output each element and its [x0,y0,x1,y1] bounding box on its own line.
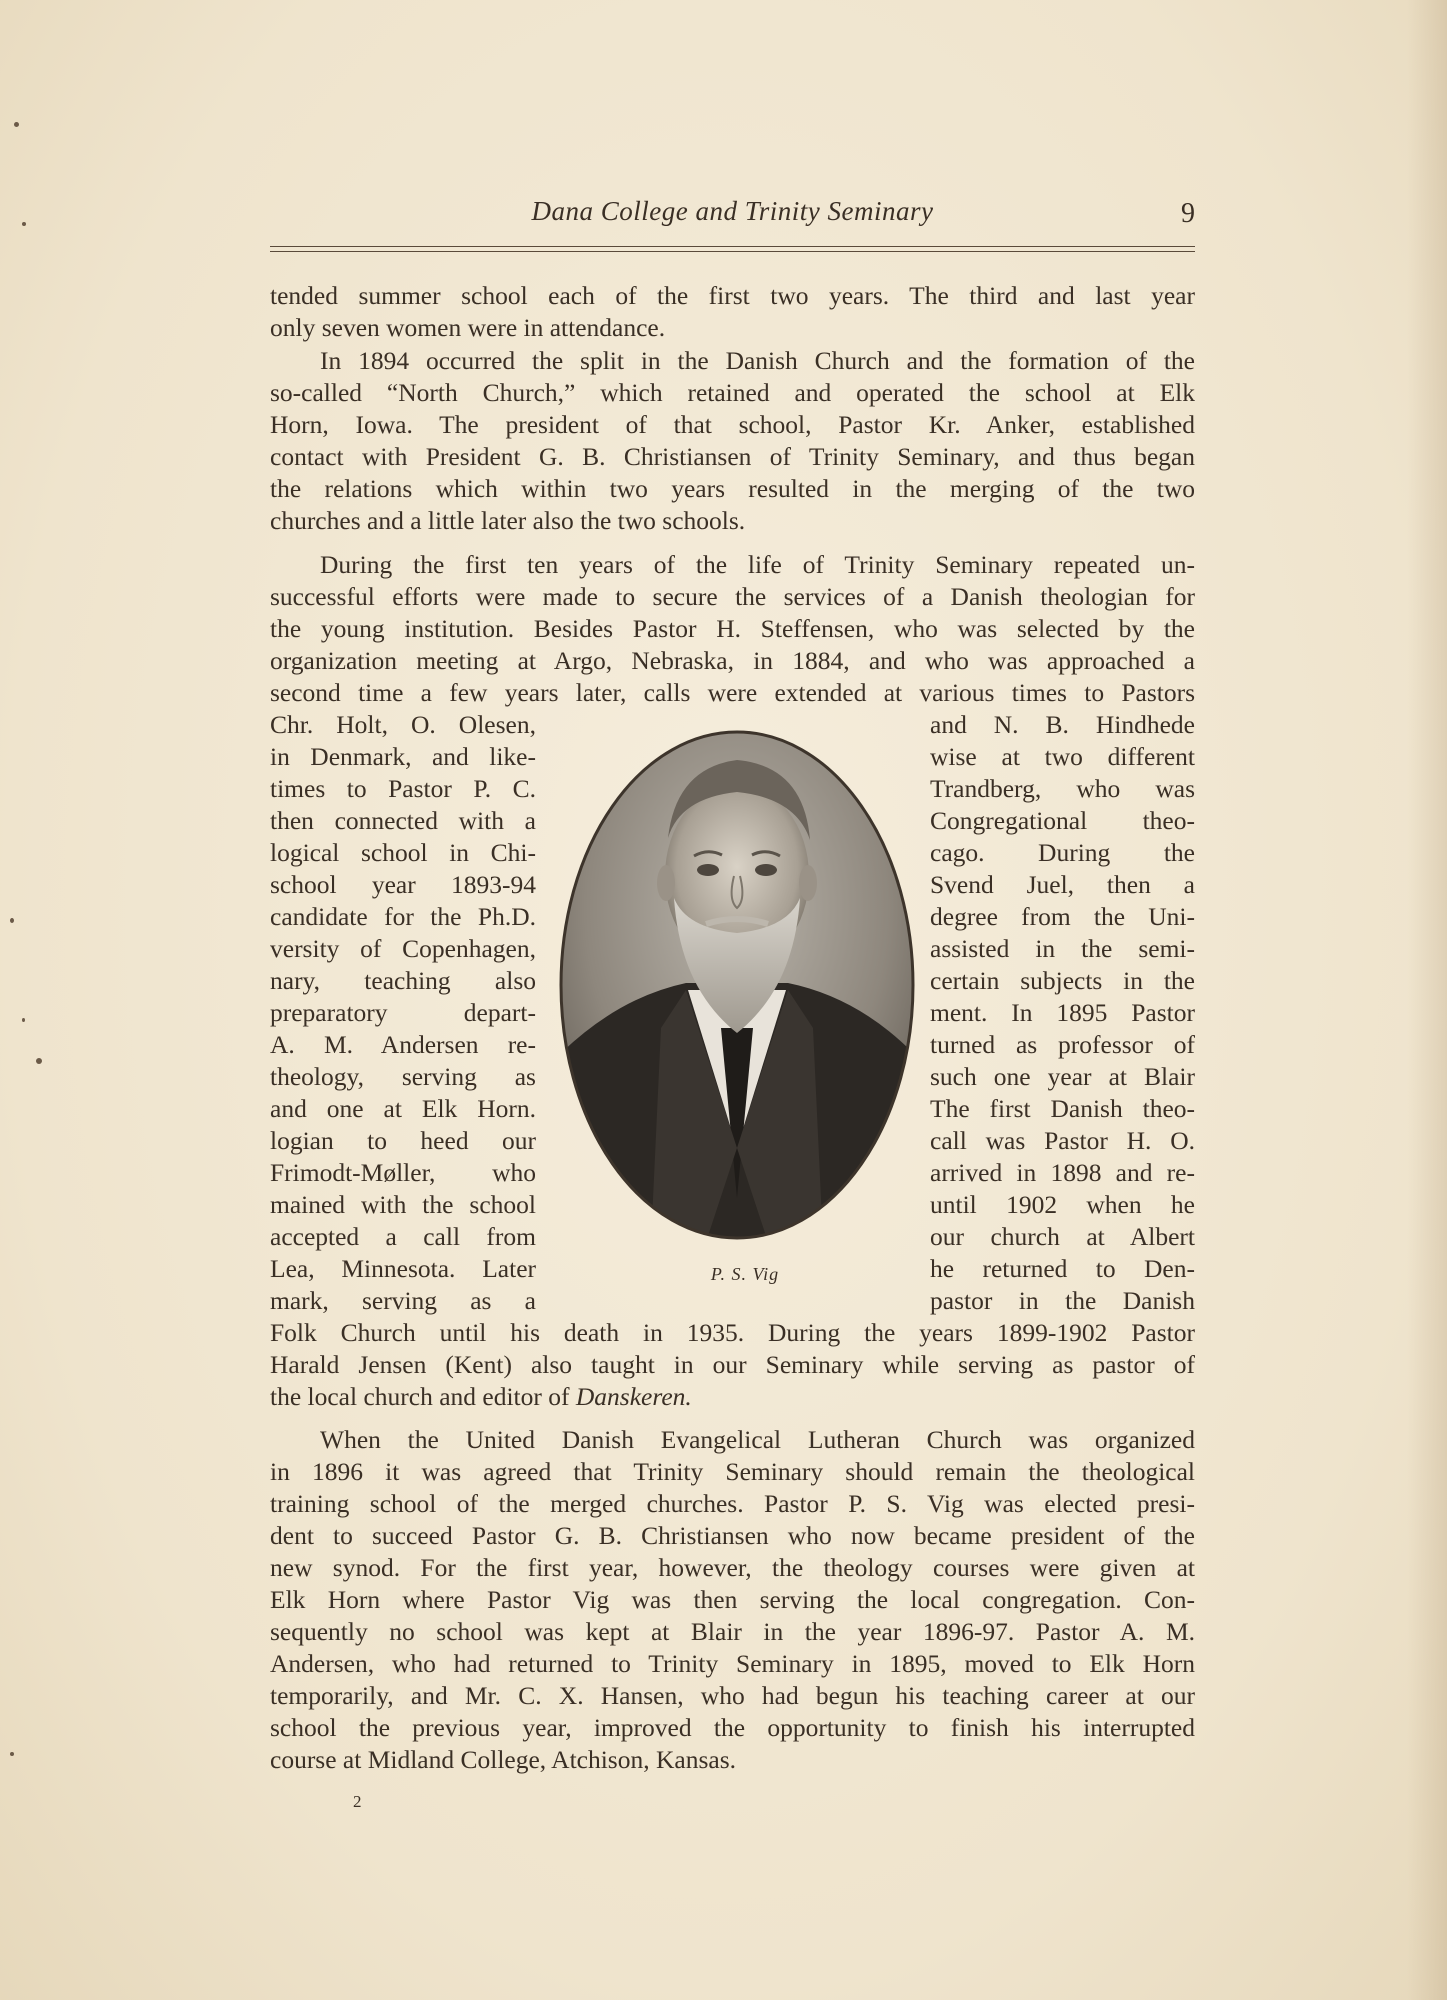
text-line: our church at Albert [930,1222,1195,1251]
portrait-caption: P. S. Vig [710,1264,780,1284]
page-edge-shadow [1407,0,1447,2000]
text-line: and N. B. Hindhede [930,710,1195,739]
text-line: such one year at Blair [930,1062,1195,1091]
text-line: Lea, Minnesota. Later [270,1254,536,1283]
text-line: dent to succeed Pastor G. B. Christiansen who now became president of the [270,1521,1195,1550]
text-line: Svend Juel, then a [930,870,1195,899]
text-line: churches and a little later also the two schools. [270,506,746,535]
text-line: so-called “North Church,” which retained and operated the school at Elk [270,378,1195,407]
text-line: the young institution. Besides Pastor H. Steffensen, who was selected by the [270,614,1195,643]
text-line: When the United Danish Evangelical Lutheran Church was organized [320,1425,1195,1454]
text-line: Frimodt-Møller, who [270,1158,536,1187]
text-line: ment. In 1895 Pastor [930,998,1195,1027]
margin-speck [36,1058,42,1064]
text-line: versity of Copenhagen, [270,934,536,963]
text-line: nary, teaching also [270,966,536,995]
text-line: until 1902 when he [930,1190,1195,1219]
text-line: new synod. For the first year, however, the theology courses were given at [270,1553,1195,1582]
text-line: then connected with a [270,806,536,835]
header-rule [270,246,1195,247]
text-line: tended summer school each of the first two years. The third and last year [270,281,1195,310]
running-title: Dana College and Trinity Seminary [531,196,934,226]
text-line: Harald Jensen (Kent) also taught in our Seminary while serving as pastor of [270,1350,1195,1379]
text-line: second time a few years later, calls were extended at various times to Pastors [270,678,1195,707]
margin-speck [22,1018,25,1022]
text-line: logical school in Chi- [270,838,536,867]
text-line: The first Danish theo- [930,1094,1195,1123]
margin-speck [14,122,19,127]
text-line: school the previous year, improved the opportunity to finish his interrupted [270,1713,1195,1742]
portrait-photo [556,728,918,1242]
text-line: Horn, Iowa. The president of that school, Pastor Kr. Anker, established [270,410,1195,439]
text-line: candidate for the Ph.D. [270,902,536,931]
text-line: in 1896 it was agreed that Trinity Seminary should remain the theological [270,1457,1195,1486]
text-line: theology, serving as [270,1062,536,1091]
margin-speck [22,222,26,226]
text-line: degree from the Uni- [930,902,1195,931]
text-line: In 1894 occurred the split in the Danish Church and the formation of the [320,346,1195,375]
text-line: the local church and editor of Danskeren. [270,1382,692,1411]
text-line: logian to heed our [270,1126,536,1155]
text-line: assisted in the semi- [930,934,1195,963]
text-line: contact with President G. B. Christiansen of Trinity Seminary, and thus began [270,442,1195,471]
italic-title: Danskeren. [575,1382,692,1411]
margin-speck [10,1752,14,1756]
text-line: arrived in 1898 and re- [930,1158,1195,1187]
text-line: Elk Horn where Pastor Vig was then serving the local congregation. Con- [270,1585,1195,1614]
text-line: mained with the school [270,1190,536,1219]
text-line: in Denmark, and like- [270,742,536,771]
text-line: accepted a call from [270,1222,536,1251]
signature-mark: 2 [353,1792,362,1811]
text-line: times to Pastor P. C. [270,774,536,803]
text-line: training school of the merged churches. Pastor P. S. Vig was elected presi- [270,1489,1195,1518]
text-line: organization meeting at Argo, Nebraska, in 1884, and who was approached a [270,646,1195,675]
text-line: sequently no school was kept at Blair in the year 1896-97. Pastor A. M. [270,1617,1195,1646]
text-line: Andersen, who had returned to Trinity Seminary in 1895, moved to Elk Horn [270,1649,1195,1678]
text-line: wise at two different [930,742,1195,771]
text-line: successful efforts were made to secure the services of a Danish theologian for [270,582,1195,611]
text-line: pastor in the Danish [930,1286,1195,1315]
text-line: Trandberg, who was [930,774,1195,803]
running-header [270,196,1195,236]
text-line: turned as professor of [930,1030,1195,1059]
text-line: the relations which within two years resulted in the merging of the two [270,474,1195,503]
text-line: only seven women were in attendance. [270,313,666,342]
text-line: During the first ten years of the life of Trinity Seminary repeated un- [320,550,1195,579]
header-rule [270,251,1195,252]
text-line: Folk Church until his death in 1935. During the years 1899-1902 Pastor [270,1318,1195,1347]
text-line: and one at Elk Horn. [270,1094,536,1123]
text-line: call was Pastor H. O. [930,1126,1195,1155]
page-number: 9 [1181,198,1195,229]
text-line: Chr. Holt, O. Olesen, [270,710,536,739]
text-line: cago. During the [930,838,1195,867]
text-line: Congregational theo- [930,806,1195,835]
text-line: certain subjects in the [930,966,1195,995]
text-line: mark, serving as a [270,1286,536,1315]
text-line: A. M. Andersen re- [270,1030,536,1059]
text-line: school year 1893-94 [270,870,536,899]
margin-speck [10,918,14,923]
text-line: he returned to Den- [930,1254,1195,1283]
text-line: course at Midland College, Atchison, Kansas. [270,1745,736,1774]
text-line: preparatory depart- [270,998,536,1027]
text-line: temporarily, and Mr. C. X. Hansen, who had begun his teaching career at our [270,1681,1195,1710]
